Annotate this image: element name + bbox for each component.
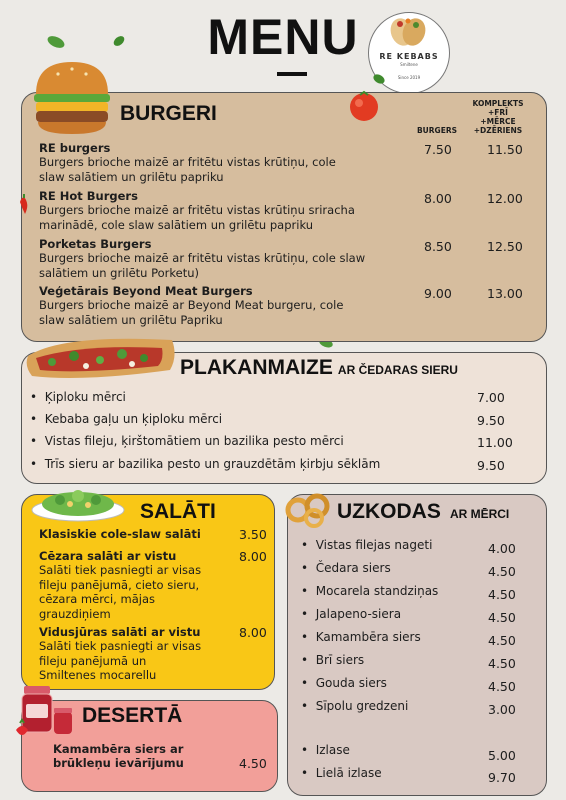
item-name: Veģetārais Beyond Meat Burgers [39,284,253,298]
deserta-heading: DESERTĀ [82,704,183,727]
item-description: Burgers brioche maizē ar fritētu vistas krūtiņu, cole slaw salātiem un grilētu papriku [39,155,336,184]
list-item: • Sīpolu gredzeni [301,699,409,713]
list-item: • Ķiploku mērci [30,390,126,404]
item-name: Vidusjūras salāti ar vistu [39,625,201,639]
salad-icon [28,478,128,524]
burger-icon [30,58,114,138]
list-item [39,549,239,621]
list-item: • Kamambēra siers [301,630,421,644]
burgers-price-column-header: BURGERS [416,126,458,135]
list-item: • Vistas filejas nageti [301,538,433,552]
item-name-line: Kamambēra siers ar [53,742,184,756]
list-item: • Vistas fileju, ķirštomātiem un bazilika pesto mērci [30,434,344,448]
item-price: 4.50 [488,633,516,648]
salati-heading: SALĀTI [140,500,216,523]
tomato-icon [346,90,382,122]
item-price: 4.50 [488,656,516,671]
item-price: 8.50 [424,239,452,254]
logo-name: RE KEBABS [379,52,439,61]
uzkodas-subheading: AR MĒRCI [449,507,510,521]
plakanmaize-subheading: AR ČEDARAS SIERU [337,363,458,377]
item-price: 11.00 [477,435,513,450]
item-price: 4.50 [488,610,516,625]
item-price: 5.00 [488,748,516,763]
item-name: RE Hot Burgers [39,189,138,203]
item-description: Burgers brioche maizē ar Beyond Meat burgeru, cole slaw salātiem un grilētu Papriku [39,298,344,327]
item-price: 4.50 [239,756,267,771]
item-price: 7.00 [477,390,505,405]
komplekts-price-column-header: KOMPLEKTS +FRĪ +MĒRCE +DZĒRIENS [472,99,524,135]
wrap-icon [386,14,430,50]
plakanmaize-header [180,356,458,380]
item-price: 9.70 [488,770,516,785]
item-price: 4.50 [488,679,516,694]
item-name: Cēzara salāti ar vistu [39,549,177,563]
item-price: 8.00 [239,625,267,640]
list-item: • Mocarela standziņas [301,584,439,598]
list-item [39,284,409,327]
plakanmaize-heading: PLAKANMAIZE [180,356,333,379]
item-price: 8.00 [424,191,452,206]
logo-since: Since 2019 [397,75,421,80]
list-item [53,742,238,770]
item-description: Salāti tiek pasniegti ar visas fileju panējumā un Smiltenes mocarellu [39,639,202,682]
flatbread-icon [22,326,182,386]
list-item: • Izlase [301,743,350,757]
item-price: 4.50 [488,564,516,579]
item-price: 7.50 [424,142,452,157]
item-price: 4.50 [488,587,516,602]
list-item [39,189,409,232]
leaf-icon [112,34,126,48]
list-item: • Čedara siers [301,561,391,575]
list-item: • Lielā izlase [301,766,382,780]
chili-icon [16,194,32,216]
list-item [39,625,239,683]
uzkodas-header [337,500,509,524]
list-item: • Trīs sieru ar bazilika pesto un grauzdētām ķirbju sēklām [30,457,381,471]
list-item: • Brī siers [301,653,365,667]
item-combo-price: 12.50 [487,239,523,254]
item-name-line: brūkleņu ievārījumu [53,756,184,770]
list-item: • Jalapeno-siera [301,607,402,621]
item-price: 9.50 [477,413,505,428]
item-description: Salāti tiek pasniegti ar visas fileju panējumā, cieto sieru, cēzara mērci, mājas grauzdiņiem [39,563,202,621]
burgeri-heading: BURGERI [120,102,217,125]
item-combo-price: 12.00 [487,191,523,206]
logo-location: Smiltene [400,62,418,67]
item-combo-price: 13.00 [487,286,523,301]
item-price: 3.50 [239,527,267,542]
list-item [39,141,409,184]
item-name: Porketas Burgers [39,237,152,251]
onion-rings-icon [284,492,334,528]
menu-title: MENU [207,9,359,65]
list-item: • Kebaba gaļu un ķiploku mērci [30,412,223,426]
leaf-icon [46,34,66,50]
item-description: Burgers brioche maizē ar fritētu vistas krūtiņu sriracha marinādē, cole slaw salātiem un grilētu papriku [39,203,355,232]
item-price: 9.00 [424,286,452,301]
item-price: 3.00 [488,702,516,717]
list-item [39,237,409,280]
item-price: 8.00 [239,549,267,564]
item-combo-price: 11.50 [487,142,523,157]
item-name: RE burgers [39,141,111,155]
item-price: 9.50 [477,458,505,473]
item-description: Burgers brioche maizē ar fritētu vistas krūtiņu, cole slaw salātiem un grilētu Porketu) [39,251,366,280]
leaf-icon [372,72,386,86]
item-name: Klasiskie cole-slaw salāti [39,527,201,541]
uzkodas-heading: UZKODAS [337,500,441,523]
title-underline [277,72,307,76]
jam-jar-icon [12,684,78,742]
list-item: • Gouda siers [301,676,387,690]
item-price: 4.00 [488,541,516,556]
